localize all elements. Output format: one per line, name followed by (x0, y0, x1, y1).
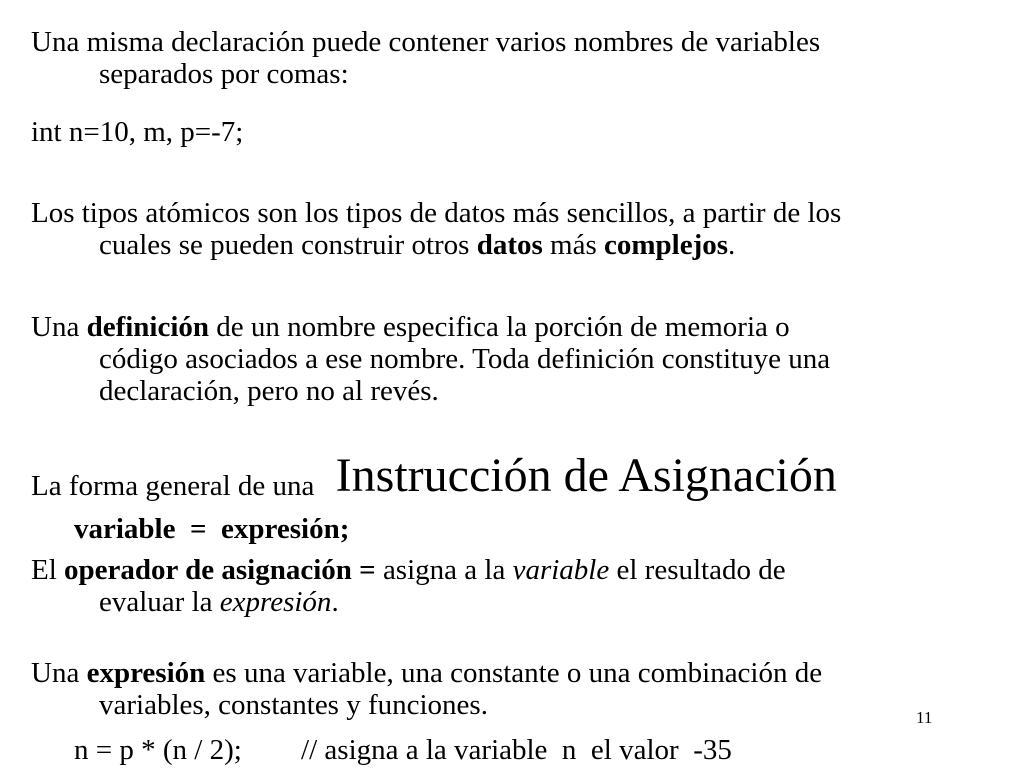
paragraph-operator-line2 (99, 586, 339, 618)
text: Los tipos atómicos son los tipos de datos más sencillos, a partir de los (31, 197, 842, 229)
assignment-heading: Instrucción de Asignación (335, 449, 837, 502)
code-example-declaration (31, 116, 1011, 148)
text: es una variable, una constante o una combinación de (205, 657, 823, 689)
text: el resultado de (609, 554, 786, 586)
paragraph-atomic-types-line1 (31, 197, 1011, 229)
bold-term-definicion: definición (86, 311, 210, 343)
text: declaración, pero no al revés. (99, 375, 439, 407)
italic-term-expresion: expresión (219, 586, 332, 618)
text: variables, constantes y funciones. (99, 689, 488, 721)
paragraph-operator-line1 (31, 554, 1011, 586)
page-number: 11 (916, 708, 933, 727)
text: Una (31, 311, 87, 343)
paragraph-declaration-line2 (99, 58, 349, 90)
bold-term-expresion: expresión (86, 657, 206, 689)
text: cuales se pueden construir otros (99, 229, 477, 261)
text: más (542, 229, 604, 261)
paragraph-definition-line2 (99, 343, 830, 375)
text: de un nombre especifica la porción de memoria o (209, 311, 790, 343)
code-comment: // asigna a la variable n el valor -35 (301, 734, 732, 766)
text: . (331, 586, 339, 618)
italic-term-variable: variable (512, 554, 610, 586)
bold-term-datos: datos (476, 229, 543, 261)
paragraph-atomic-types-line2 (99, 229, 735, 261)
assignment-syntax (74, 513, 349, 545)
assignment-heading-line (31, 450, 1011, 508)
syntax-text: variable = expresión; (74, 513, 350, 545)
text: código asociados a ese nombre. Toda definición constituye una (99, 343, 831, 375)
code-example-assignment (74, 734, 732, 766)
text: . (728, 229, 736, 261)
paragraph-expression-line2 (99, 689, 488, 721)
paragraph-expression-line1 (31, 657, 1011, 689)
text: Una (31, 657, 87, 689)
paragraph-definition-line1 (31, 311, 1011, 343)
text: separados por comas: (99, 58, 349, 90)
bold-term-operador: operador de asignación = (64, 554, 376, 586)
text: evaluar la (99, 586, 220, 618)
heading-intro: La forma general de una (31, 470, 315, 502)
text: int n=10, m, p=-7; (31, 116, 244, 148)
text: El (31, 554, 65, 586)
paragraph-definition-line3 (99, 375, 439, 407)
bold-term-complejos: complejos (604, 229, 729, 261)
code-text: n = p * (n / 2); (74, 734, 242, 766)
paragraph-declaration-line1 (31, 26, 1011, 58)
text: Una misma declaración puede contener varios nombres de variables (31, 26, 821, 58)
text: asigna a la (375, 554, 513, 586)
